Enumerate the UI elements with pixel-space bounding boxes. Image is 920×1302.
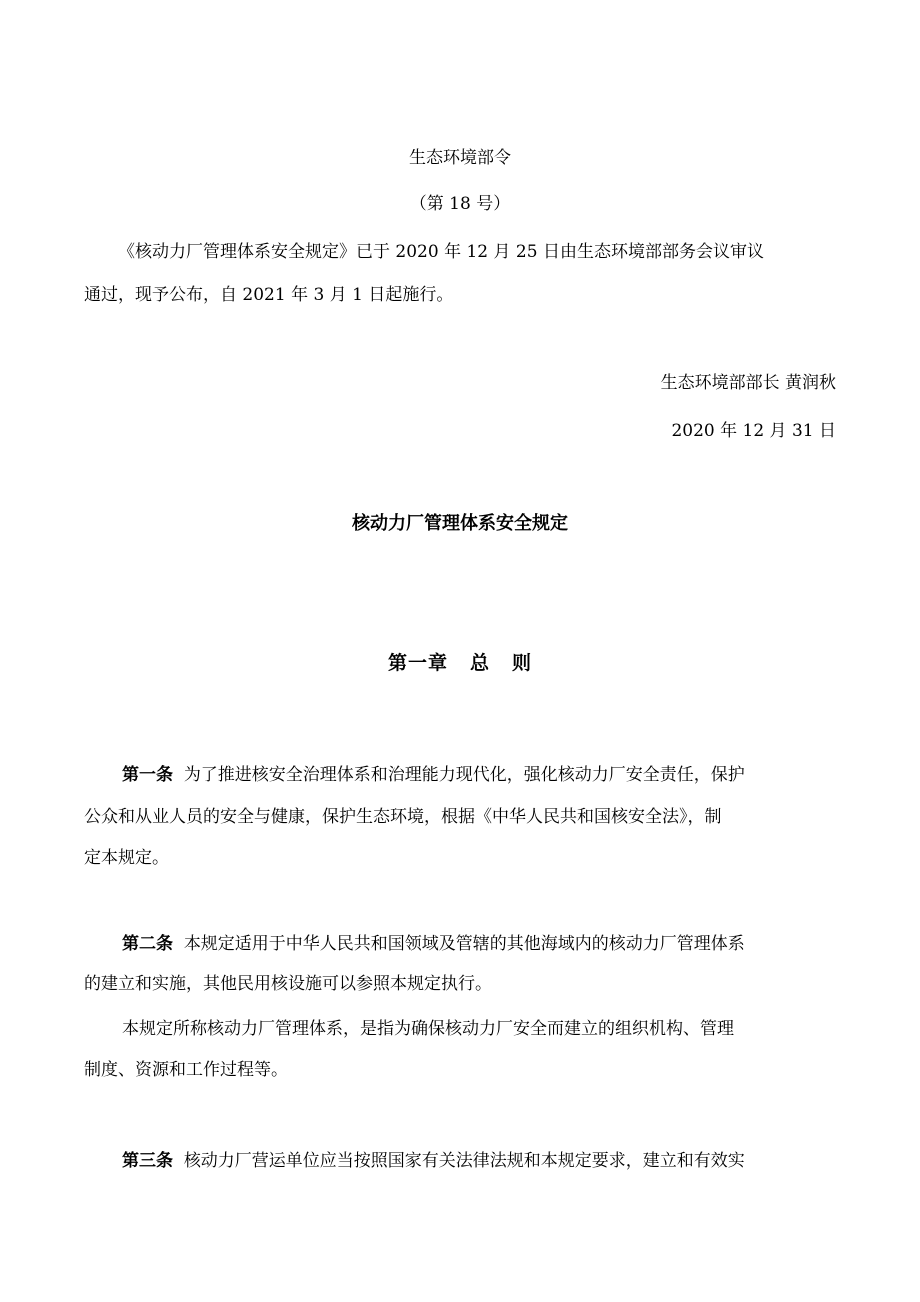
article-3-text-1: 核动力厂营运单位应当按照国家有关法律法规和本规定要求，建立和有效实 <box>183 1151 745 1171</box>
announcement-line-2: 通过，现予公布，自 2021 年 3 月 1 日起施行。 <box>84 285 454 305</box>
signatory: 生态环境部部长 黄润秋 <box>660 373 836 393</box>
chapter-heading <box>0 651 920 675</box>
article-1-line-3: 定本规定。 <box>84 848 169 868</box>
article-3-label: 第三条 <box>122 1151 173 1171</box>
article-2-text-1: 本规定适用于中华人民共和国领域及管辖的其他海域内的核动力厂管理体系 <box>183 934 745 954</box>
article-1-line-2: 公众和从业人员的安全与健康，保护生态环境，根据《中华人民共和国核安全法》，制 <box>84 807 722 827</box>
announcement-line-1: 《核动力厂管理体系安全规定》已于 2020 年 12 月 25 日由生态环境部部务会议审议 <box>118 242 764 262</box>
chapter-name-part2: 则 <box>512 652 533 674</box>
regulation-title: 核动力厂管理体系安全规定 <box>352 513 568 534</box>
sign-date: 2020 年 12 月 31 日 <box>671 421 836 441</box>
article-1-line-1 <box>122 763 745 787</box>
article-2-para2-line-2: 制度、资源和工作过程等。 <box>84 1060 288 1080</box>
article-1-label: 第一条 <box>122 765 173 785</box>
chapter-name-part1: 总 <box>469 652 490 674</box>
article-2-line-2: 的建立和实施，其他民用核设施可以参照本规定执行。 <box>84 974 492 994</box>
article-3-line-1 <box>122 1149 745 1173</box>
article-2-label: 第二条 <box>122 934 173 954</box>
article-2-line-1 <box>122 932 745 956</box>
article-1-text-1: 为了推进核安全治理体系和治理能力现代化，强化核动力厂安全责任，保护 <box>183 765 745 785</box>
order-title: 生态环境部令 <box>409 148 511 168</box>
chapter-number: 第一章 <box>387 652 448 674</box>
order-number: （第 18 号） <box>409 194 511 214</box>
article-2-para2-line-1: 本规定所称核动力厂管理体系，是指为确保核动力厂安全而建立的组织机构、管理 <box>122 1019 734 1039</box>
